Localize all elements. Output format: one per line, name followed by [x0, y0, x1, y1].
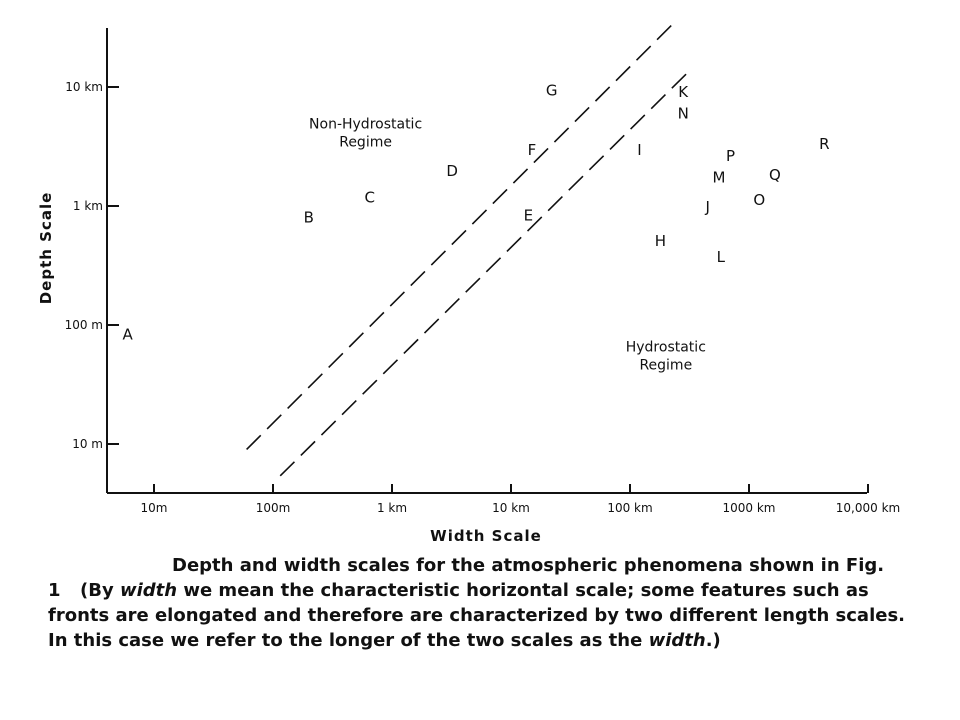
point-I: I	[637, 141, 642, 160]
regime-annotations	[309, 116, 706, 373]
x-tick-label: 100m	[255, 501, 291, 515]
caption-text: In this case we refer to the longer of the two scales as the	[48, 630, 649, 651]
x-axis-title: Width Scale	[430, 527, 542, 545]
caption-line-2	[48, 578, 928, 603]
x-tick-label: 1000 km	[722, 501, 776, 515]
regime-label-line: Regime	[639, 357, 693, 374]
point-C: C	[364, 188, 375, 207]
point-N: N	[677, 104, 689, 123]
x-tick-label: 10 km	[492, 501, 530, 515]
point-A: A	[122, 325, 133, 344]
regime-label	[626, 339, 706, 373]
point-B: B	[303, 208, 314, 227]
point-L: L	[716, 248, 726, 267]
point-D: D	[446, 162, 458, 181]
point-H: H	[654, 231, 667, 250]
point-Q: Q	[768, 166, 781, 185]
caption-text: we mean the characteristic horizontal scale; some features such as	[177, 580, 869, 601]
y-axis-title: Depth Scale	[37, 191, 55, 305]
caption-text: .)	[705, 630, 721, 651]
point-M: M	[712, 168, 726, 187]
x-tick-label: 10,000 km	[835, 501, 901, 515]
y-tick-label: 1 km	[72, 199, 103, 213]
point-O: O	[753, 191, 766, 210]
x-tick-label: 1 km	[376, 501, 408, 515]
caption-text: (By	[80, 580, 120, 601]
point-P: P	[726, 147, 736, 166]
caption-emphasis: width	[119, 580, 178, 601]
x-tick-label: 100 km	[607, 501, 653, 515]
point-K: K	[678, 82, 689, 101]
caption-line-1: Depth and width scales for the atmospheric phenomena shown in Fig.	[172, 555, 885, 576]
regime-label-line: Regime	[339, 134, 392, 151]
regime-label-line: Non-Hydrostatic	[309, 116, 423, 133]
y-tick-label: 100 m	[64, 318, 103, 332]
point-R: R	[819, 134, 830, 153]
phenomena-points	[122, 82, 829, 344]
regime-boundary-lines	[247, 19, 687, 475]
regime-label-line: Hydrostatic	[625, 339, 706, 356]
caption-emphasis: width	[648, 630, 706, 651]
caption-line-4	[48, 628, 928, 653]
axes	[65, 28, 901, 515]
y-tick-label: 10 km	[65, 80, 103, 94]
point-E: E	[523, 206, 534, 225]
y-tick-label: 10 m	[72, 437, 103, 451]
regime-boundary-line-1	[247, 19, 678, 449]
point-G: G	[545, 81, 558, 100]
point-J: J	[705, 198, 710, 216]
figure-caption	[48, 553, 928, 653]
figure-number: 1	[48, 580, 61, 601]
regime-label	[309, 116, 422, 150]
point-F: F	[527, 141, 537, 160]
x-tick-label: 10m	[140, 501, 168, 515]
caption-line-3: fronts are elongated and therefore are characterized by two different length scales.	[48, 605, 906, 626]
